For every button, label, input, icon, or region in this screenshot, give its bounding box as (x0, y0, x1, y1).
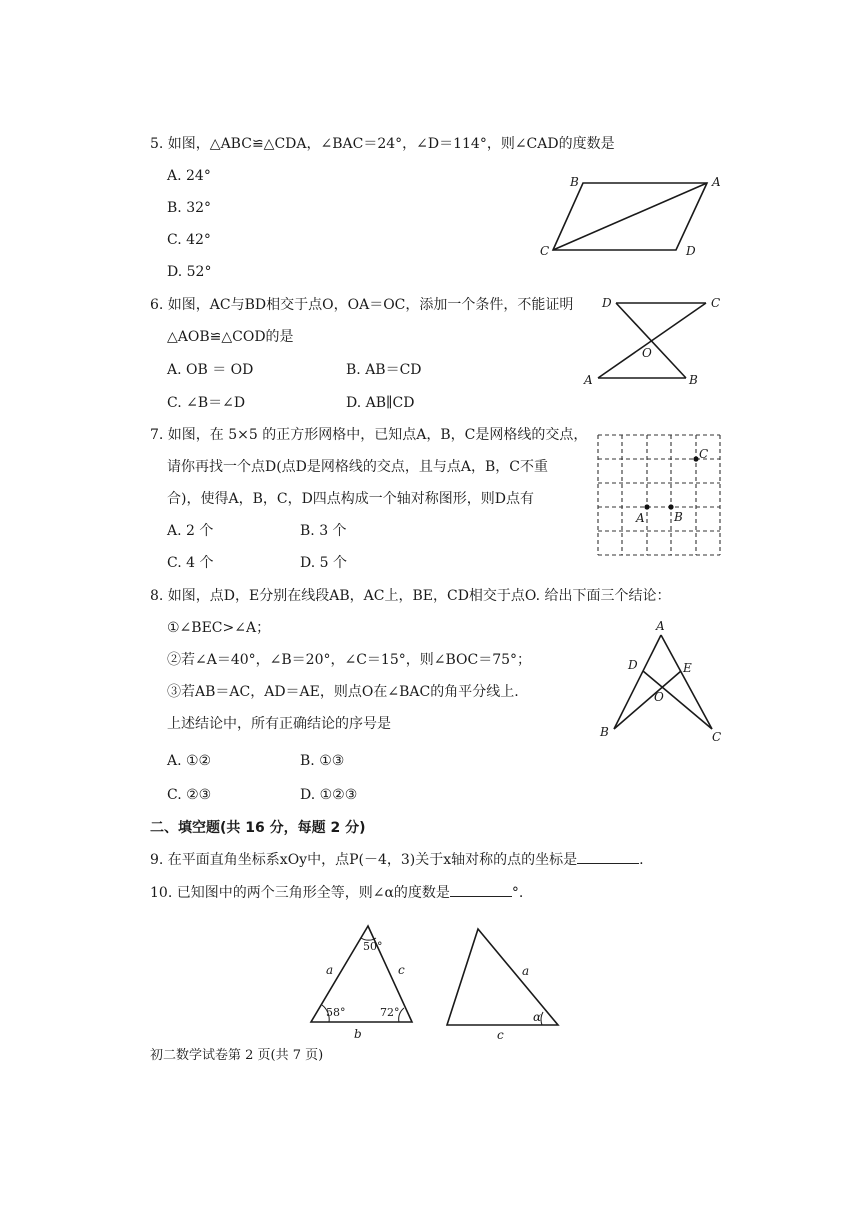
q8-conclusion-1: ①∠BEC>∠A； (167, 620, 271, 636)
t1-side-a: a (326, 963, 334, 977)
q7-label-c: C (699, 447, 709, 461)
t1-angle-left: 58° (326, 1006, 346, 1019)
q7-option-b: B. 3 个 (300, 523, 347, 539)
q8-conclusion-3: ③若AB＝AC，AD＝AE，则点O在∠BAC的角平分线上. (167, 684, 519, 700)
q5-label-c: C (540, 244, 550, 258)
q8-label-e: E (683, 661, 692, 675)
t2-side-a: a (522, 964, 530, 978)
q6-label-a: A (584, 373, 593, 387)
q6-option-b: B. AB＝CD (346, 362, 422, 378)
q5-label-b: B (570, 175, 579, 189)
page-footer: 初二数学试卷第 2 页(共 7 页) (150, 1048, 324, 1063)
q8-conclusion-2: ②若∠A＝40°，∠B＝20°，∠C＝15°，则∠BOC＝75°； (167, 652, 532, 668)
q5-stem: 5. 如图，△ABC≌△CDA，∠BAC＝24°，∠D＝114°，则∠CAD的度数是 (150, 136, 615, 152)
q6-label-d: D (602, 296, 612, 310)
section-2-heading: 二、填空题(共 16 分，每题 2 分) (150, 820, 366, 836)
t2-side-c: c (497, 1028, 504, 1042)
q5-option-b: B. 32° (167, 200, 212, 216)
q6-stem-line2: △AOB≌△COD的是 (167, 329, 294, 345)
q8-question: 上述结论中，所有正确结论的序号是 (167, 716, 391, 732)
q7-stem-line2: 请你再找一个点D(点D是网格线的交点，且与点A，B，C不重 (167, 459, 549, 475)
q8-stem: 8. 如图，点D，E分别在线段AB，AC上，BE，CD相交于点O. 给出下面三个结论： (150, 588, 671, 604)
t1-angle-right: 72° (380, 1006, 400, 1019)
q8-label-o: O (654, 690, 664, 704)
q6-option-a: A. OB ＝ OD (167, 362, 254, 378)
q6-option-d: D. AB∥CD (346, 395, 415, 411)
q8-label-d: D (628, 658, 638, 672)
q6-label-b: B (689, 373, 698, 387)
q6-stem-line1: 6. 如图，AC与BD相交于点O，OA＝OC，添加一个条件，不能证明 (150, 297, 574, 313)
q8-option-c: C. ②③ (167, 787, 212, 803)
q8-label-a: A (656, 619, 665, 633)
q8-label-c: C (712, 730, 722, 744)
q6-label-c: C (711, 296, 721, 310)
t1-side-b: b (354, 1027, 362, 1041)
q8-option-b: B. ①③ (300, 753, 345, 769)
q9-text: 9. 在平面直角坐标系xOy中，点P(－4，3)关于x轴对称的点的坐标是 (150, 852, 578, 868)
q5-label-d: D (686, 244, 696, 258)
q5-option-a: A. 24° (167, 168, 211, 184)
q10-end: °. (511, 885, 524, 901)
q7-option-d: D. 5 个 (300, 555, 347, 571)
q8-option-d: D. ①②③ (300, 787, 358, 803)
q9-end: . (639, 852, 644, 868)
q5-label-a: A (712, 175, 721, 189)
q7-option-a: A. 2 个 (167, 523, 214, 539)
q7-stem-line1: 7. 如图，在 5×5 的正方形网格中，已知点A，B，C是网格线的交点， (150, 427, 588, 443)
q7-option-c: C. 4 个 (167, 555, 214, 571)
q6-option-c: C. ∠B＝∠D (167, 395, 246, 411)
q7-label-a: A (636, 511, 645, 525)
q6-label-o: O (642, 346, 652, 360)
q5-option-c: C. 42° (167, 232, 211, 248)
t1-angle-top: 50° (363, 940, 383, 953)
q5-option-d: D. 52° (167, 264, 212, 280)
q8-label-b: B (600, 725, 609, 739)
q8-option-a: A. ①② (167, 753, 212, 769)
q10-text: 10. 已知图中的两个三角形全等，则∠α的度数是 (150, 885, 450, 901)
t1-side-c: c (398, 963, 405, 977)
t2-angle-alpha: α (533, 1010, 542, 1024)
q7-stem-line3: 合)，使得A，B，C，D四点构成一个轴对称图形，则D点有 (167, 491, 535, 507)
q7-label-b: B (674, 510, 683, 524)
